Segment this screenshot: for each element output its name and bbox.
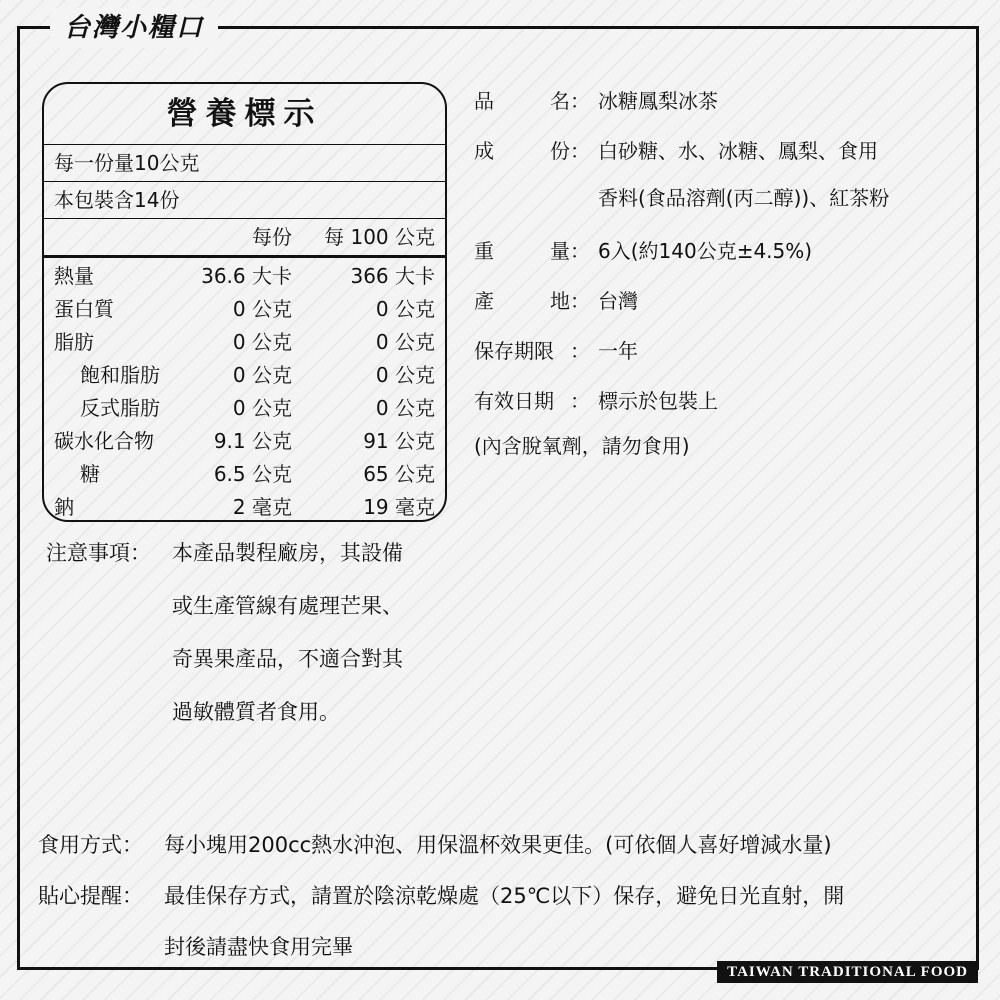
nutrient-per-serving: 0 公克 — [232, 396, 292, 420]
nutrient-label: 脂肪 — [54, 330, 94, 354]
caution-line-3: 奇異果產品，不適合對其 — [172, 647, 403, 671]
caution-line-4: 過敏體質者食用。 — [172, 700, 340, 724]
nutrient-per-serving: 0 公克 — [232, 330, 292, 354]
nutrient-label: 鈉 — [54, 495, 74, 519]
tips-key: 貼心提醒： — [38, 884, 143, 908]
nutrition-row — [44, 458, 445, 491]
nutrition-row — [44, 359, 445, 392]
nutrient-per-serving: 2 毫克 — [232, 495, 292, 519]
nutrient-per-100g: 65 公克 — [363, 462, 435, 486]
nutrition-column-header — [44, 219, 445, 258]
nutrient-per-serving: 0 公克 — [232, 363, 292, 387]
ingredients-line-2: 香料(食品溶劑(丙二醇))、紅茶粉 — [598, 186, 890, 210]
tips-line-1: 最佳保存方式，請置於陰涼乾燥處（25℃以下）保存，避免日光直射，開 — [164, 884, 845, 908]
info-row-name: 品 名 ： 冰糖鳳梨冰茶 — [474, 84, 974, 134]
nutrition-table-body — [44, 258, 445, 524]
ingredients-line-1: 白砂糖、水、冰糖、鳳梨、食用 — [598, 139, 878, 163]
nutrient-per-serving: 6.5 公克 — [213, 462, 292, 486]
info-row-expiry: 有效日期 ： 標示於包裝上 — [474, 384, 974, 434]
footer-brand-banner: TAIWAN TRADITIONAL FOOD — [717, 961, 978, 983]
nutrient-label: 反式脂肪 — [80, 396, 160, 420]
nutrition-row — [44, 491, 445, 524]
caution-key: 注意事項： — [46, 541, 151, 565]
col-per-serving: 每份 — [252, 225, 292, 249]
info-row-note — [474, 429, 974, 479]
oxygen-absorber-note: (內含脫氧劑，請勿食用) — [474, 434, 690, 458]
usage-key: 食用方式： — [38, 833, 143, 857]
nutrition-row — [44, 326, 445, 359]
nutrient-per-100g: 0 公克 — [375, 396, 435, 420]
nutrient-per-serving: 36.6 大卡 — [201, 264, 292, 288]
info-row-ingredients-cont — [474, 181, 974, 231]
nutrition-panel — [42, 82, 447, 522]
nutrition-title: 營養標示 — [44, 84, 445, 145]
origin: 台灣 — [598, 289, 638, 313]
net-weight: 6入(約140公克±4.5%) — [598, 239, 813, 263]
nutrient-per-100g: 91 公克 — [363, 429, 435, 453]
nutrient-per-100g: 19 毫克 — [363, 495, 435, 519]
nutrient-per-100g: 0 公克 — [375, 330, 435, 354]
nutrient-per-100g: 366 大卡 — [350, 264, 435, 288]
nutrition-row — [44, 293, 445, 326]
col-per-100g: 每 100 公克 — [324, 225, 435, 249]
nutrition-row — [44, 392, 445, 425]
expiry-date: 標示於包裝上 — [598, 389, 718, 413]
serving-size: 每一份量10公克 — [44, 145, 445, 182]
nutrient-label: 碳水化合物 — [54, 429, 154, 453]
info-row-origin: 產 地 ： 台灣 — [474, 284, 974, 334]
caution-line-1: 本產品製程廠房，其設備 — [172, 541, 403, 565]
info-row-shelf-life: 保存期限 ： 一年 — [474, 334, 974, 384]
nutrient-per-100g: 0 公克 — [375, 363, 435, 387]
nutrition-row — [44, 425, 445, 458]
product-name: 冰糖鳳梨冰茶 — [598, 89, 718, 113]
info-row-ingredients: 成 份 ： 白砂糖、水、冰糖、鳳梨、食用 — [474, 134, 974, 184]
shelf-life: 一年 — [598, 339, 638, 363]
usage-text: 每小塊用200cc熱水沖泡、用保溫杯效果更佳。(可依個人喜好增減水量) — [164, 833, 832, 857]
tips-line-2: 封後請盡快食用完畢 — [164, 935, 353, 959]
nutrient-label: 飽和脂肪 — [80, 363, 160, 387]
info-row-weight: 重 量 ： 6入(約140公克±4.5%) — [474, 234, 974, 284]
nutrient-label: 蛋白質 — [54, 297, 114, 321]
nutrient-label: 熱量 — [54, 264, 94, 288]
nutrient-label: 糖 — [80, 462, 100, 486]
servings-per-pack: 本包裝含14份 — [44, 182, 445, 219]
nutrient-per-serving: 0 公克 — [232, 297, 292, 321]
brand-logo: 台灣小糧口 — [50, 8, 218, 48]
nutrient-per-serving: 9.1 公克 — [213, 429, 292, 453]
caution-line-2: 或生產管線有處理芒果、 — [172, 594, 403, 618]
nutrient-per-100g: 0 公克 — [375, 297, 435, 321]
nutrition-row — [44, 260, 445, 293]
